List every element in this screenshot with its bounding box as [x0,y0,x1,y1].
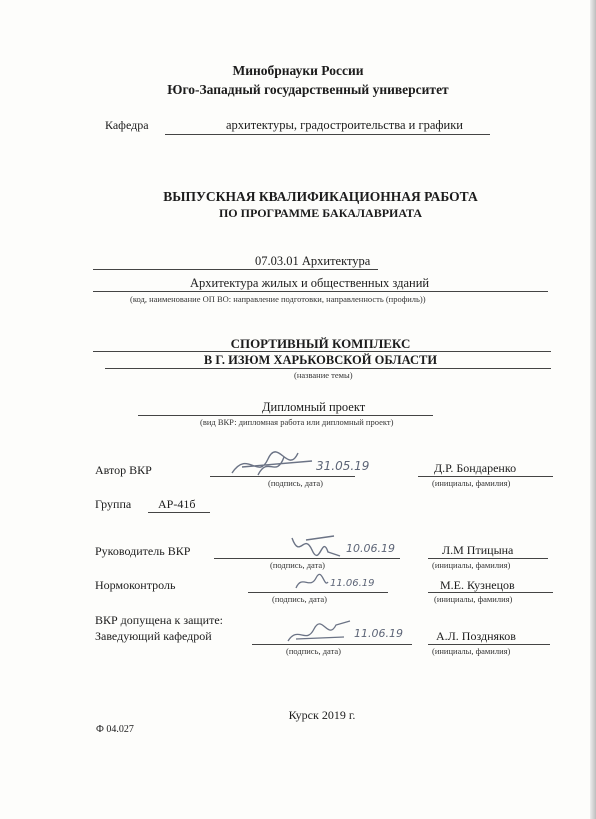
doc-title: ВЫПУСКНАЯ КВАЛИФИКАЦИОННАЯ РАБОТА [163,189,478,204]
university: Юго-Западный государственный университет [167,82,449,97]
program-profile-underline [93,291,548,292]
author-name-caption: (инициалы, фамилия) [432,478,511,488]
normcontrol-sign-underline [248,592,388,593]
supervisor-label: Руководитель ВКР [95,544,191,558]
supervisor-sign-caption: (подпись, дата) [270,560,326,570]
author-label: Автор ВКР [95,463,152,477]
form-code: Ф 04.027 [96,724,134,735]
normcontrol-name: М.Е. Кузнецов [440,578,515,592]
doc-subtitle: ПО ПРОГРАММЕ БАКАЛАВРИАТА [218,206,423,220]
program-profile: Архитектура жилых и общественных зданий [190,276,430,290]
normcontrol-name-underline [428,592,553,593]
group-value: АР-41б [158,497,196,511]
author-date: 31.05.19 [316,459,370,473]
work-type-caption: (вид ВКР: дипломная работа или дипломный проект) [200,417,394,427]
topic-caption: (название темы) [294,370,353,380]
normcontrol-name-caption: (инициалы, фамилия) [434,594,513,604]
topic-underline1 [93,351,551,352]
supervisor-name: Л.М Птицына [442,543,514,557]
topic-line1: СПОРТИВНЫЙ КОМПЛЕКС [230,336,411,351]
normcontrol-label: Нормоконтроль [95,578,176,592]
department-value: архитектуры, градостроительства и графики [226,118,463,132]
admitted-label: ВКР допущена к защите: [95,613,223,627]
author-name: Д.Р. Бондаренко [434,461,517,475]
ministry: Минобрнауки России [232,63,364,78]
page-edge-shadow [590,0,596,819]
department-underline [165,134,490,135]
group-label: Группа [95,497,132,511]
work-type: Дипломный проект [262,400,366,414]
author-name-underline [418,476,553,477]
city-year: Курск 2019 г. [288,708,356,722]
supervisor-name-caption: (инициалы, фамилия) [432,560,511,570]
topic-underline2 [105,368,551,369]
head-label: Заведующий кафедрой [95,629,212,643]
department-label: Кафедра [105,118,149,132]
program-caption: (код, наименование ОП ВО: направление подготовки, направленность (профиль)) [130,294,426,304]
supervisor-sign-underline [214,558,400,559]
supervisor-date: 10.06.19 [346,542,395,555]
normcontrol-signature [292,570,332,594]
head-name-underline [428,644,550,645]
head-name: А.Л. Поздняков [436,629,516,643]
normcontrol-sign-caption: (подпись, дата) [272,594,328,604]
program-code-underline [93,269,378,270]
normcontrol-date: 11.06.19 [330,578,375,589]
topic-line2: В Г. ИЗЮМ ХАРЬКОВСКОЙ ОБЛАСТИ [203,353,438,367]
head-name-caption: (инициалы, фамилия) [432,646,511,656]
author-sign-caption: (подпись, дата) [268,478,324,488]
head-sign-caption: (подпись, дата) [286,646,342,656]
supervisor-name-underline [428,558,548,559]
head-sign-underline [252,644,412,645]
work-type-underline [138,415,433,416]
program-code: 07.03.01 Архитектура [255,254,371,268]
head-date: 11.06.19 [354,627,403,640]
group-underline [148,512,210,513]
author-sign-underline [210,476,355,477]
